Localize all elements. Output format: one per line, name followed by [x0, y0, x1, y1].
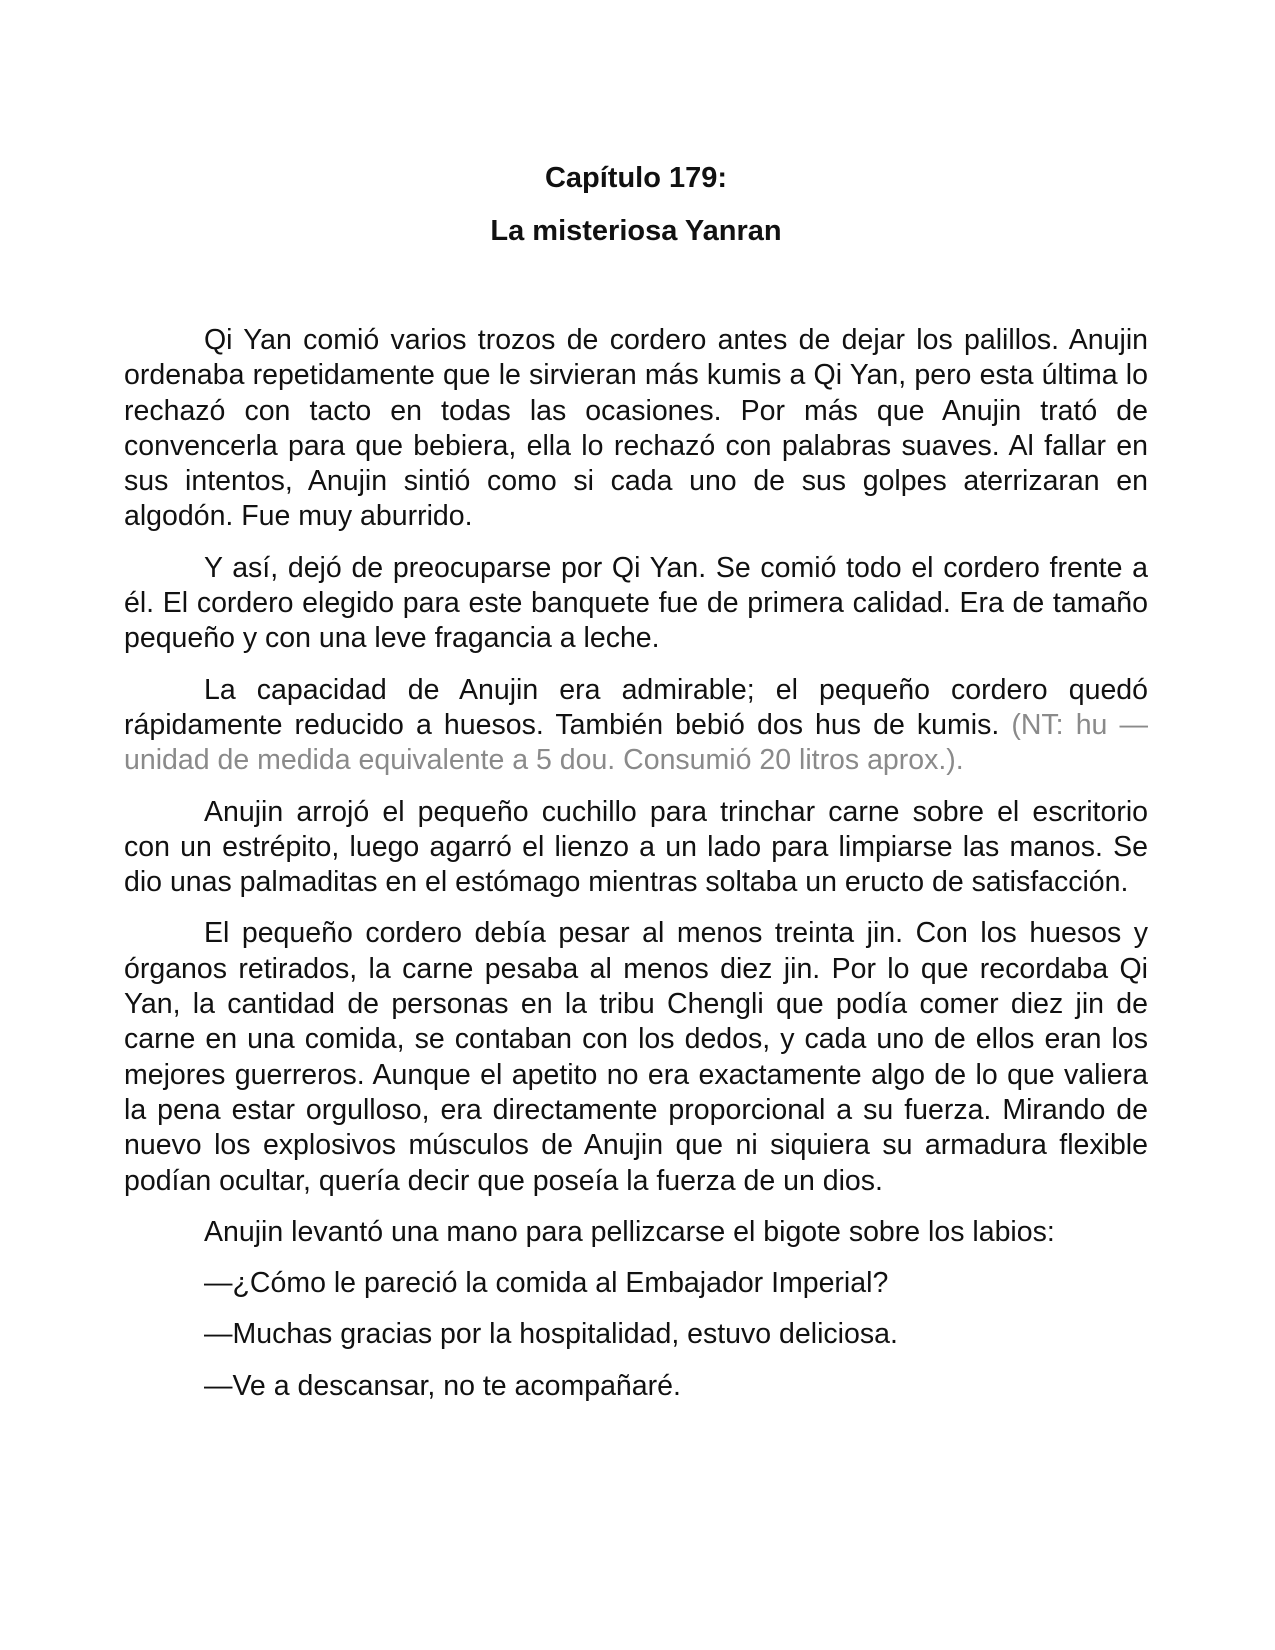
paragraph — [124, 916, 1148, 1198]
paragraph — [124, 795, 1148, 901]
paragraph-text: La capacidad de Anujin era admirable; el pequeño cordero quedó rápidamente reducido a huesos. También bebió dos hus de kumis. — [124, 673, 1148, 741]
paragraph-text: Qi Yan comió varios trozos de cordero antes de dejar los palillos. Anujin ordenaba repetidamente que le sirvieran más kumis a Qi Yan, pero esta última lo rechazó con tacto en todas las ocasiones. Por más que Anujin trató de convencerla para que bebiera, ella lo rechazó con palabras suaves. Al fallar en sus intentos, Anujin sintió como si cada uno de sus golpes aterrizaran en algodón. Fue muy aburrido. — [124, 324, 1148, 533]
chapter-body — [124, 323, 1148, 1404]
dialogue-line — [124, 1369, 1148, 1404]
chapter-heading: Capítulo 179: — [544, 162, 728, 194]
document-page — [124, 158, 1148, 1420]
paragraph — [124, 673, 1148, 779]
paragraph-text: Anujin levantó una mano para pellizcarse el bigote sobre los labios: — [204, 1215, 1055, 1248]
translator-note: (NT: hu — unidad de medida equivalente a 5 dou. Consumió 20 litros aprox.). — [124, 708, 1149, 777]
paragraph — [124, 1215, 1148, 1250]
paragraph-text: Y así, dejó de preocuparse por Qi Yan. Se comió todo el cordero frente a él. El cordero elegido para este banquete fue de primera calidad. Era de tamaño pequeño y con una leve fragancia a leche. — [124, 551, 1148, 655]
paragraph-text: —¿Cómo le pareció la comida al Embajador Imperial? — [204, 1267, 889, 1300]
paragraph-text: —Muchas gracias por la hospitalidad, estuvo deliciosa. — [204, 1318, 898, 1351]
paragraph-text: —Ve a descansar, no te acompañaré. — [204, 1369, 681, 1402]
paragraph-text: Anujin arrojó el pequeño cuchillo para trinchar carne sobre el escritorio con un estrépito, luego agarró el lienzo a un lado para limpiarse las manos. Se dio unas palmaditas en el estómago mientras soltaba un eructo de satisfacción. — [124, 795, 1148, 899]
chapter-title: La misteriosa Yanran — [490, 215, 782, 247]
dialogue-line — [124, 1266, 1148, 1301]
paragraph-text: El pequeño cordero debía pesar al menos treinta jin. Con los huesos y órganos retirados, la carne pesaba al menos diez jin. Por lo que recordaba Qi Yan, la cantidad de personas en la tribu Chengli que podía comer diez jin de carne en una comida, se contaban con los dedos, y cada uno de ellos eran los mejores guerreros. Aunque el apetito no era exactamente algo de lo que valiera la pena estar orgulloso, era directamente proporcional a su fuerza. Mirando de nuevo los explosivos músculos de Anujin que ni siquiera su armadura flexible podían ocultar, quería decir que poseía la fuerza de un dios. — [124, 917, 1148, 1197]
paragraph — [124, 323, 1148, 535]
dialogue-line — [124, 1317, 1148, 1352]
paragraph — [124, 551, 1148, 657]
